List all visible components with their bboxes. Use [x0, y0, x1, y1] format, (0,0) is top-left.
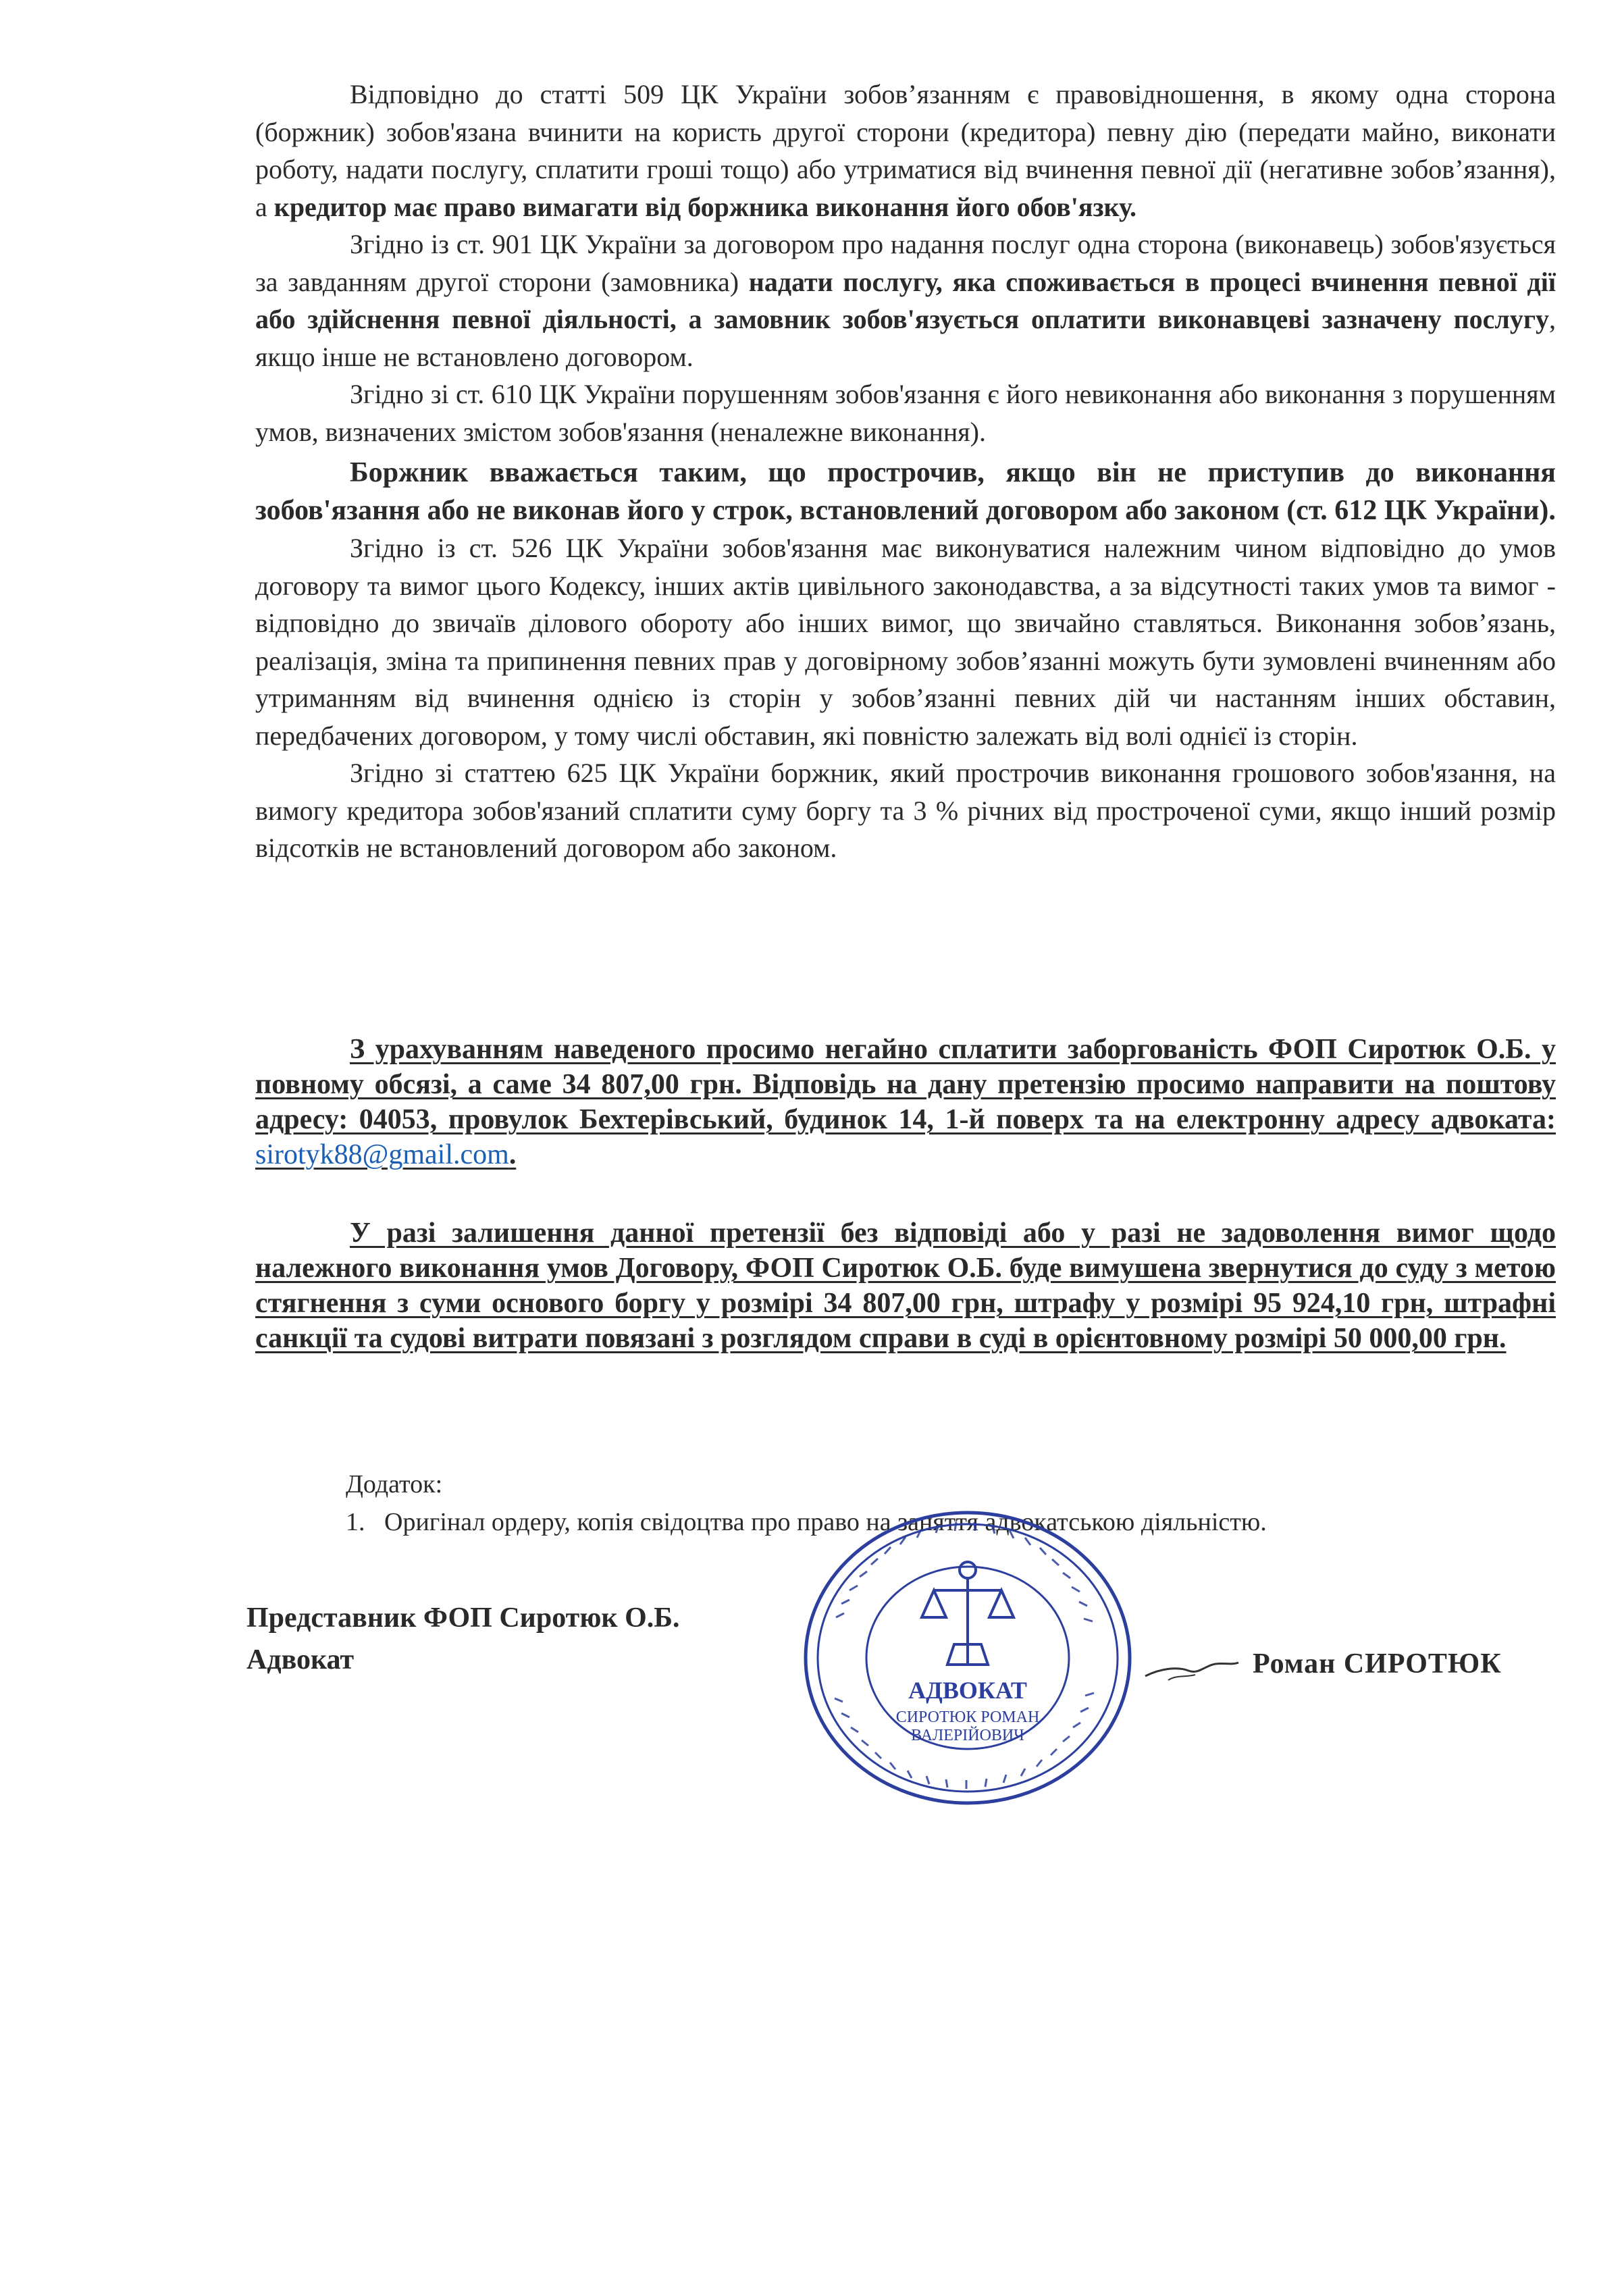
paragraph-art-625: Згідно зі статтею 625 ЦК України боржник, який прострочив виконання грошового зобов'язання, на вимогу кредитора зобов'язаний сплатити суму боргу та 3 % річних від простроченої суми, якщо інший розмір відсотків не встановлений договором або законом.: [255, 758, 1556, 863]
warning-text: У разі залишення данної претензії без відповіді або у разі не задоволення вимог щодо належного виконання умов Договору, ФОП Сиротюк О.Б. буде вимушена звернутися до суду з метою стягнення з суми основого боргу у розмірі 34 807,00 грн, штрафу у розмірі 95 924,10 грн, штрафні санкції та судові витрати повязані з розглядом справи в суді в орієнтовному розмірі 50 000,00 грн.: [255, 1218, 1556, 1354]
legal-text-body: [255, 76, 1556, 867]
signer-block: [246, 1597, 680, 1681]
seal-name-line2: ВАЛЕРІЙОВИЧ: [911, 1727, 1024, 1744]
handwritten-signature: [1141, 1648, 1242, 1695]
court-warning: [255, 1216, 1556, 1356]
paragraph-art-901: [255, 226, 1556, 375]
signer-title: Адвокат: [246, 1644, 355, 1675]
payment-demand: З урахуванням наведеного просимо негайно сплатити заборгованість ФОП Сиротюк О.Б. у повному обсязі, а саме 34 807,00 грн. Відповідь на дану претензію просимо направити на поштову адресу: 04053, провулок Бехтерівський, будинок 14, 1-й поверх та на електронну адресу адвоката: sirotyk88@gmail.com.: [255, 1034, 1556, 1170]
paragraph-bold-text: надати послугу, яка споживається в процесі вчинення певної дії або здійснення певної діяльності, а замовник зобов'язується оплатити виконавцеві зазначену послугу: [255, 266, 1556, 334]
paragraph-art-509: [255, 76, 1556, 226]
lawyer-seal-stamp: [789, 1496, 1147, 1820]
attachment-item: 1. Оригінал ордеру, копія свідоцтва про право на заняття адвокатською діяльністю.: [346, 1508, 1267, 1536]
paragraph-art-610: Згідно зі ст. 610 ЦК України порушенням зобов'язання є його невиконання або виконання з порушенням умов, визначених змістом зобов'язання (неналежне виконання).: [255, 379, 1556, 447]
signer-role: Представник ФОП Сиротюк О.Б.: [246, 1602, 680, 1634]
paragraph-art-526: Згідно із ст. 526 ЦК України зобов'язання має виконуватися належним чином відповідно до умов договору та вимог цього Кодексу, інших актів цивільного законодавства, а за відсутності таких умов та вимог - відповідно до звичаїв ділового обороту або інших вимог, що звичайно ставляться. Виконання зобов’язань, реалізація, зміна та припинення певних прав у договірному зобов’язанні можуть бути зумовлені вчиненням або утриманням від вчинення однією із сторін у зобов’язанні певних дій чи настанням інших обставин, передбачених договором, у тому числі обставин, які повністю залежать від волі однієї із сторін.: [255, 533, 1556, 751]
paragraph-art-612: Боржник вважається таким, що прострочив, якщо він не приступив до виконання зобов'язання або не виконав його у строк, встановлений договором або законом (ст. 612 ЦК України).: [255, 457, 1556, 526]
seal-title: АДВОКАТ: [908, 1677, 1027, 1704]
seal-name-line1: СИРОТЮК РОМАН: [895, 1708, 1040, 1726]
paragraph-text: , якщо інше не встановлено договором.: [255, 304, 1556, 372]
paragraph-text: Згідно із ст. 901 ЦК України за договором про надання послуг одна сторона (виконавець) зобов'язується за завданням другої сторони (замовника): [255, 229, 1556, 297]
email-link[interactable]: sirotyk88@gmail.com: [255, 1139, 509, 1170]
paragraph-text: Відповідно до статті 509 ЦК України зобов’язанням є правовідношення, в якому одна сторона (боржник) зобов'язана вчинити на користь другої сторони (кредитора) певну дію (передати майно, виконати роботу, надати послугу, сплатити гроші тощо) або утриматися від вчинення певної дії (негативне зобов’язання), а: [255, 79, 1556, 222]
signer-name: Роман СИРОТЮК: [1253, 1648, 1502, 1679]
attachment-title: Додаток:: [346, 1470, 443, 1498]
demand-text: З урахуванням наведеного просимо негайно сплатити заборгованість ФОП Сиротюк О.Б. у повному обсязі, а саме 34 807,00 грн. Відповідь на дану претензію просимо направити на поштову адресу: 04053, провулок Бехтерівський, будинок 14, 1-й поверх та на електронну адресу адвоката:: [255, 1034, 1556, 1135]
paragraph-bold-text: кредитор має право вимагати від боржника виконання його обов'язку.: [273, 191, 1137, 222]
